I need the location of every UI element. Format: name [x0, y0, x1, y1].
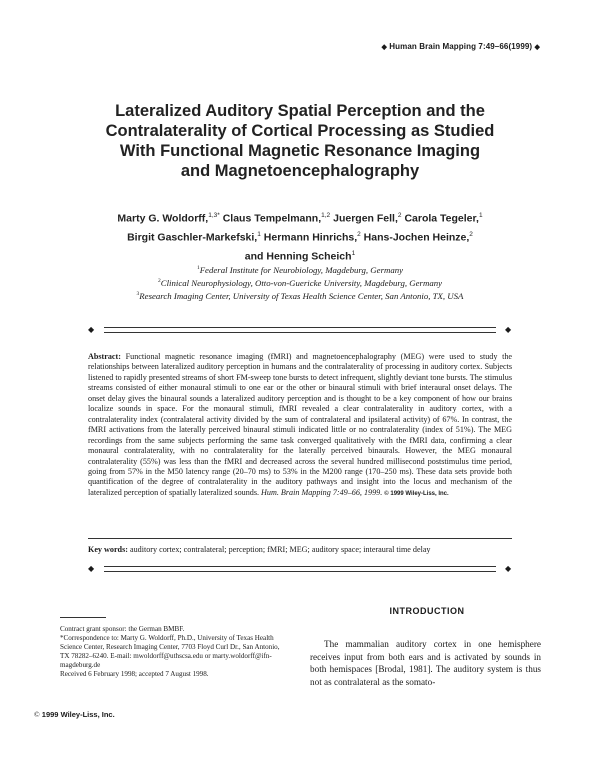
abstract: [88, 352, 512, 499]
footnote-received: Received 6 February 1998; accepted 7 August 1998.: [60, 669, 209, 678]
author-name: Hermann Hinrichs,: [263, 231, 358, 244]
affiliation: $^2$Clinical Neurophysiology, Otto-von-Guericke University, Magdeburg, Germany: [157, 277, 443, 288]
divider-rule: [104, 332, 496, 333]
author-name: Hans-Jochen Heinze,: [363, 231, 470, 244]
keywords-text: auditory cortex; contralateral; perception; fMRI; MEG; auditory space; interaural time delay: [129, 545, 431, 554]
title-line: Contralaterality of Cortical Processing as Studied: [105, 122, 495, 140]
author-name: Claus Tempelmann,: [222, 212, 322, 225]
abstract-copyright: © 1999 Wiley-Liss, Inc.: [384, 490, 449, 497]
divider-rule: [104, 566, 496, 567]
journal-header: [381, 42, 540, 51]
diamond-icon: ◆: [88, 564, 95, 573]
journal-citation: Human Brain Mapping 7:49–66(1999): [389, 42, 533, 51]
affiliation: $^1$Federal Institute for Neurobiology, Magdeburg, Germany: [196, 264, 404, 275]
affiliation: $^3$Research Imaging Center, University of Texas Health Science Center, San Antonio, TX, USA: [136, 290, 464, 301]
diamond-icon: ◆: [505, 564, 512, 573]
publisher-text: 1999 Wiley-Liss, Inc.: [41, 710, 115, 719]
abstract-citation: Hum. Brain Mapping 7:49–66, 1999.: [261, 487, 383, 497]
author-name: Juergen Fell,: [333, 212, 398, 225]
author-affiliation-marker: 1: [478, 212, 483, 219]
author-affiliation-marker: 1,2: [321, 212, 331, 219]
footnotes: [60, 625, 282, 678]
author-name: Carola Tegeler,: [404, 212, 479, 225]
diamond-icon: ◆: [505, 325, 512, 334]
author-name: Birgit Gaschler-Markefski,: [127, 231, 258, 244]
title-line: and Magnetoencephalography: [180, 162, 420, 180]
affiliations: [60, 263, 540, 302]
author-affiliation-marker: 2: [397, 212, 402, 219]
keywords: [88, 545, 512, 555]
abstract-label: Abstract:: [88, 352, 121, 361]
keywords-label: Key words:: [88, 545, 128, 554]
author-list: [60, 208, 540, 265]
article-title: [60, 101, 540, 181]
author-affiliation-marker: 1: [257, 231, 261, 238]
paragraph: The mammalian auditory cortex in one hemisphere receives input from both ears and is activated by sounds in both hemispaces [Brodal, 1981]. The auditory system is thus not as contralateral as the somato-: [310, 639, 541, 687]
divider-rule: [104, 327, 496, 328]
footnote-rule: [60, 617, 106, 618]
title-line: With Functional Magnetic Resonance Imaging: [119, 142, 481, 160]
affiliation-marker: 2: [157, 277, 161, 284]
author-name: Marty G. Woldorff,: [117, 212, 209, 225]
affiliation-marker: 1: [196, 265, 200, 271]
section-heading: INTRODUCTION: [389, 606, 465, 616]
author-affiliation-marker: 1,3*: [208, 212, 220, 219]
author-affiliation-marker: 2: [469, 231, 473, 238]
author-affiliation-marker: 2: [357, 231, 361, 238]
affiliation-marker: 3: [136, 290, 140, 297]
footnote-grant: Contract grant sponsor: the German BMBF.: [60, 625, 185, 633]
diamond-icon: ◆: [381, 44, 387, 51]
introduction-text: [310, 638, 541, 688]
divider-rule: [88, 538, 512, 539]
divider-rule: [104, 571, 496, 572]
author-affiliation-marker: 1: [351, 250, 356, 257]
title-line: Lateralized Auditory Spatial Perception and the: [115, 102, 485, 120]
copyright-symbol: ©: [34, 710, 40, 719]
author-name: and Henning Scheich: [244, 250, 352, 263]
diamond-icon: ◆: [88, 325, 95, 334]
abstract-text: Functional magnetic resonance imaging (fMRI) and magnetoencephalography (MEG) were used to study the relationships between lateralized auditory perception in humans and the contralaterality of processing in auditory cortex. Subjects listened to rapidly presented streams of short FM-sweep tone bursts to detect infrequent, slightly deviant tone bursts. The stimulus streams consisted of either monaural stimuli to one ear or the other or binaural stimuli with brief interaural onset delays. The onset delay gives the binaural sounds a lateralized auditory perception and is thought to be a key component of how our brains localize sounds in space. For the monaural stimuli, fMRI revealed a clear contralaterality in auditory cortex, with a contralaterality index (contralateral activity divided by the sum of contralateral and ipsilateral activity) of 67%. In contrast, the fMRI activations from the laterally perceived binaural stimuli indicated little or no contralaterality (index of 51%). The MEG recordings from the same subjects performing the same task converged qualitatively with the fMRI data, confirming a clear monaural contralaterality, with no contralaterality for the laterally perceived binaurals. However, the MEG monaural contralaterality (55%) was less than the fMRI and decreased across the several hundred millisecond poststimulus time period, going from 57% in the M50 latency range (20–70 ms) to 53% in the M200 range (170–250 ms). These data sets provide both quantification of the degree of contralaterality in the auditory pathways and insight into the locus and mechanism of the lateralized perception of spatially lateralized sounds.: [88, 352, 512, 497]
footnote-correspondence: *Correspondence to: Marty G. Woldorff, Ph.D., University of Texas Health Science Center, Research Imaging Center, 7703 Floyd Curl Dr., San Antonio, TX 78282–6240. E-mail: mwoldorff@uthscsa.edu or marty.woldorff@ifn-magdeburg.de: [60, 633, 280, 669]
diamond-icon: ◆: [534, 44, 540, 51]
publisher-copyright: [34, 710, 115, 719]
